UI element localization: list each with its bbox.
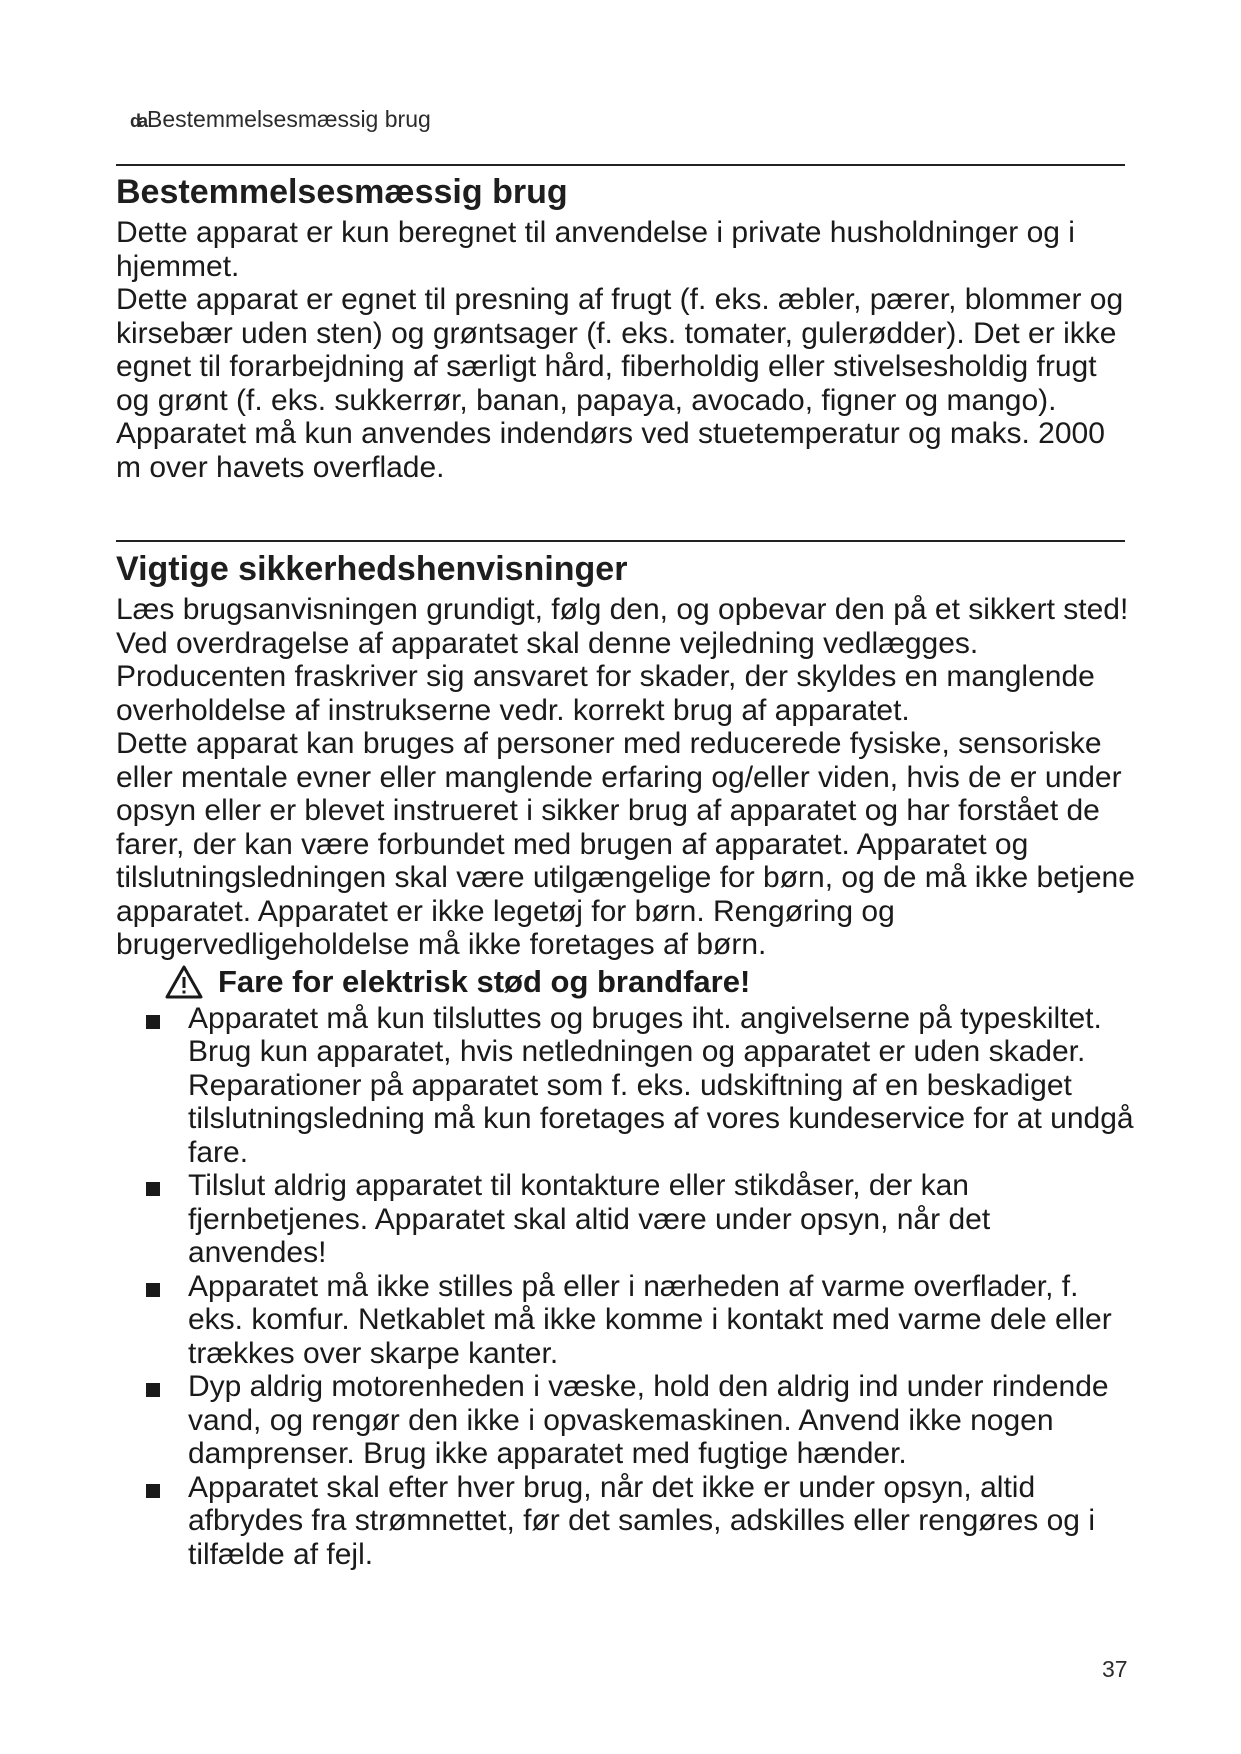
section-heading: Vigtige sikkerhedshenvisninger: [116, 550, 628, 588]
bullet-square-icon: [146, 1015, 160, 1029]
list-item-text: Apparatet må kun tilsluttes og bruges iht. angivelserne på typeskiltet. Brug kun apparatet, hvis netledningen og apparatet er uden skader. Reparationer på apparatet som f. eks. udskiftning af en beskadiget tilslutningsledning må kun foretages af vores kundeservice for at undgå fare.: [188, 1001, 1134, 1169]
list-item-text: Apparatet må ikke stilles på eller i nærheden af varme overflader, f. eks. komfur. Netkablet må ikke komme i kontakt med varme dele eller trækkes over skarpe kanter.: [188, 1269, 1112, 1370]
language-code: da: [130, 111, 146, 131]
bullet-square-icon: [146, 1484, 160, 1498]
paragraph: Apparatet må kun anvendes indendørs ved stuetemperatur og maks. 2000 m over havets overflade.: [116, 417, 1105, 484]
section-divider: [116, 540, 1125, 542]
bullet-square-icon: [146, 1283, 160, 1297]
list-item-text: Tilslut aldrig apparatet til kontakture eller stikdåser, der kan fjernbetjenes. Apparatet skal altid være under opsyn, når det anvendes!: [188, 1169, 991, 1269]
list-item: [146, 1270, 1136, 1371]
list-item-text: Dyp aldrig motorenheden i væske, hold den aldrig ind under rindende vand, og rengør den ikke i opvaskemaskinen. Anvend ikke nogen damprenser. Brug ikke apparatet med fugtige hænder.: [188, 1370, 1109, 1470]
section-safety-instructions: [116, 545, 1136, 1571]
page-number: 37: [1102, 1656, 1128, 1682]
list-item: [146, 1370, 1136, 1471]
paragraph: Dette apparat kan bruges af personer med reducerede fysiske, sensoriske eller mentale evner eller manglende erfaring og/eller viden, hvis de er under opsyn eller er blevet instrueret i sikker brug af apparatet og har forstået de farer, der kan være forbundet med brugen af apparatet. Apparatet og tilslutningsledningen skal være utilgængelige for børn, og de må ikke betjene apparatet. Apparatet er ikke legetøj for børn. Rengøring og brugervedligeholdelse må ikke foretages af børn.: [116, 727, 1135, 961]
bullet-square-icon: [146, 1383, 160, 1397]
paragraph: Læs brugsanvisningen grundigt, følg den, og opbevar den på et sikkert sted! Ved overdragelse af apparatet skal denne vejledning vedlægges. Producenten fraskriver sig ansvaret for skader, der skyldes en manglende overholdelse af instrukserne vedr. korrekt brug af apparatet.: [116, 593, 1129, 727]
running-title: Bestemmelsesmæssig brug: [147, 106, 431, 132]
warning-heading-text: Fare for elektrisk stød og brandfare!: [218, 963, 751, 999]
warning-list: [116, 1002, 1136, 1572]
running-header: [130, 106, 431, 133]
section-divider: [116, 164, 1125, 166]
list-item: [146, 1002, 1136, 1170]
list-item-text: Apparatet skal efter hver brug, når det ikke er under opsyn, altid afbrydes fra strømnettet, før det samles, adskilles eller rengøres og i tilfælde af fejl.: [188, 1470, 1095, 1571]
list-item: [146, 1471, 1136, 1572]
warning-heading: [164, 962, 1136, 1002]
bullet-square-icon: [146, 1182, 160, 1196]
section-intended-use: [116, 168, 1136, 484]
warning-triangle-icon: [164, 964, 204, 1000]
paragraph: Dette apparat er kun beregnet til anvendelse i private husholdninger og i hjemmet.: [116, 216, 1075, 283]
list-item: [146, 1169, 1136, 1270]
paragraph: Dette apparat er egnet til presning af frugt (f. eks. æbler, pærer, blommer og kirsebær uden sten) og grøntsager (f. eks. tomater, gulerødder). Det er ikke egnet til forarbejdning af særligt hård, fiberholdig eller stivelsesholdig frugt og grønt (f. eks. sukkerrør, banan, papaya, avocado, figner og mango).: [116, 283, 1124, 417]
section-heading: Bestemmelsesmæssig brug: [116, 173, 568, 211]
